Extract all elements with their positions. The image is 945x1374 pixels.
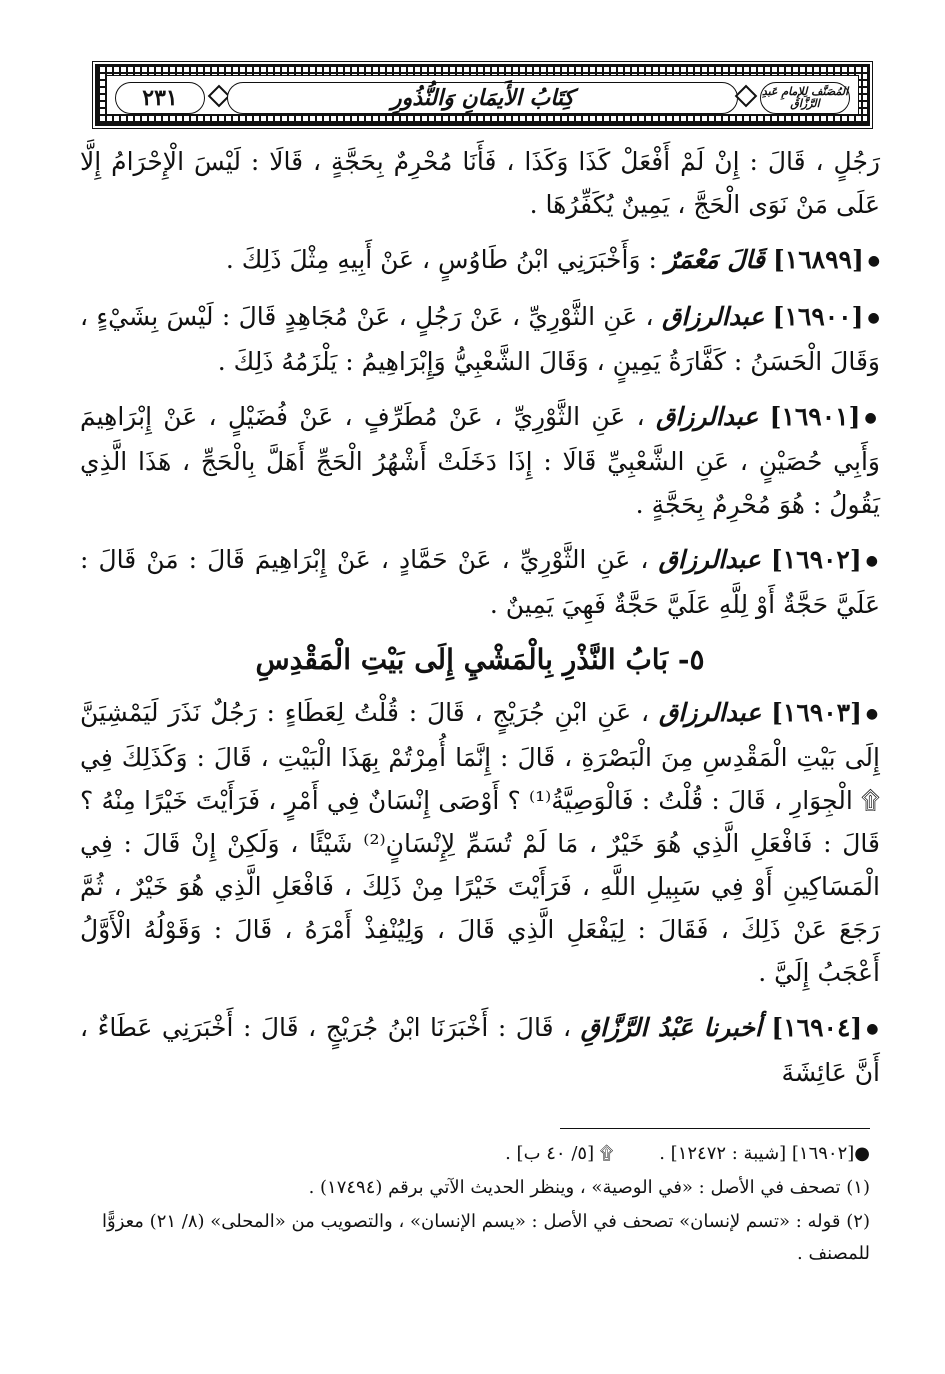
source-reference: ۩ [٥/ ٤٠ ب] . [505,1143,614,1164]
hadith-text: ، عَنِ ابْنِ جُرَيْجٍ ، قَالَ : قُلْتُ لِعَطَاءٍ : رَجُلٌ نَذَرَ لَيَمْشِيَنَّ إِلَى بَيْتِ الْمَقْدِسِ مِنَ الْبَصْرَةِ ، قَالَ : إِنَّمَا أُمِرْتُمْ بِهَذَا الْبَيْتِ ، قَالَ : وَكَذَلِكَ فِي ۩ الْجِوَارِ ، قَالَ : قُلْتُ : فَالْوَصِيَّةُ⁽¹⁾ ؟ أَوْصَى إِنْسَانٌ فِي أَمْرٍ ، فَرَأَيْتَ خَيْرًا مِنْهُ ؟ قَالَ : فَافْعَلِ الَّذِي هُوَ خَيْرٌ ، مَا لَمْ تُسَمِّ لِإِنْسَانٍ⁽²⁾ شَيْئًا ، وَلَكِنْ إِنْ قَالَ : فِي الْمَسَاكِينِ أَوْ فِي سَبِيلِ اللَّهِ ، فَرَأَيْتَ خَيْرًا مِنْ ذَلِكَ ، فَافْعَلِ الَّذِي هُوَ خَيْرٌ ، ثُمَّ رَجَعَ عَنْ ذَلِكَ ، فَقَالَ : لِيَفْعَلِ الَّذِي قَالَ ، وَلِيُنْفِذْ أَمْرَهُ ، قَالَ : وَقَوْلُهُ الْأَوَّلُ أَعْجَبُ إِلَيَّ . [80,698,880,987]
source-reference: ●[١٦٩٠٢] [شيبة : ١٢٤٧٢] . [659,1143,870,1164]
footnotes [95,1138,870,1272]
main-text [80,140,880,1106]
hadith-number: [١٦٩٠١] [769,402,861,431]
book-title: كِتَابُ الأَيمَانِ وَالنُّذُورِ [390,85,575,111]
footnote-separator [560,1128,870,1129]
hadith-16902 [80,538,880,626]
hadith-number: [١٦٨٩٩] [772,245,864,274]
bullet-icon: ● [867,253,880,269]
hadith-text: ، عَنِ الثَّوْرِيِّ ، عَنْ حَمَّادٍ ، عَنْ إِبْرَاهِيمَ قَالَ : مَنْ قَالَ : عَلَيَّ حَجَّةٌ أَوْ لِلَّهِ عَلَيَّ حَجَّةٌ فَهِيَ يَمِينٌ . [80,545,880,619]
footnote-2: (٢) قوله : «تسم لإنسان» تصحف في الأصل : «يسم الإنسان» ، والتصويب من «المحلى» (٨/ ٢١) معزوًّا للمصنف . [102,1211,870,1264]
hadith-text: ، عَنِ الثَّوْرِيِّ ، عَنْ رَجُلٍ ، عَنْ مُجَاهِدٍ قَالَ : لَيْسَ بِشَيْءٍ ، وَقَالَ الْحَسَنُ : كَفَّارَةُ يَمِينٍ ، وَقَالَ الشَّعْبِيُّ وَإِبْرَاهِيمُ : يَلْزَمُهُ ذَلِكَ . [80,302,880,376]
page-number-cartouche [115,82,205,114]
bullet-icon: ● [865,553,880,569]
continued-paragraph [80,140,880,226]
ornament-knot-icon [735,85,758,108]
bullet-icon: ● [864,410,880,426]
narrator: أخبرنا عَبْدُ الرَّزَّاقِ [580,1013,762,1042]
hadith-text: : وَأَخْبَرَنِي ابْنُ طَاوُسٍ ، عَنْ أَبِيهِ مِثْلَ ذَلِكَ . [225,245,657,274]
narrator: قَالَ مَعْمَرٌ [664,245,765,274]
narrator: عبدالرزاق [655,402,759,431]
paragraph-text: رَجُلٍ ، قَالَ : إِنْ لَمْ أَفْعَلْ كَذَا وَكَذَا ، فَأَنَا مُحْرِمٌ بِحَجَّةٍ ، قَالَا : لَيْسَ الْإِحْرَامُ إِلَّا عَلَى مَنْ نَوَى الْحَجَّ ، يَمِينٌ يُكَفِّرُهَا . [80,147,880,219]
hadith-number: [١٦٩٠٤] [771,1013,863,1042]
page-number: ٢٣١ [142,85,178,111]
bullet-icon: ● [867,310,881,326]
series-logo-cartouche [760,82,850,114]
series-logo: المُصَنَّف لِلإِمامِ عَبدِ الرَّزَّاق [761,85,849,110]
hadith-16899 [80,238,880,283]
narrator: عبدالرزاق [661,302,765,331]
footnote-1: (١) تصحف في الأصل : «في الوصية» ، وينظر الحديث الآتي برقم (١٧٤٩٤) . [308,1177,870,1198]
hadith-text: ، قَالَ : أَخْبَرَنَا ابْنُ جُرَيْجٍ ، قَالَ : أَخْبَرَنِي عَطَاءٌ ، أَنَّ عَائِشَةَ [80,1013,880,1087]
bullet-icon: ● [865,706,880,722]
narrator: عبدالرزاق [658,698,762,727]
bullet-icon: ● [866,1021,881,1037]
narrator: عبدالرزاق [658,545,761,574]
book-title-cartouche [227,82,738,114]
header-inner [106,75,859,115]
hadith-16904 [80,1006,880,1094]
page-header-frame [95,64,870,126]
hadith-16900 [80,295,880,383]
chapter-heading: ٥- بَابُ النَّذْرِ بِالْمَشْيِ إِلَى بَيْتِ الْمَقْدِسِ [255,643,705,676]
hadith-number: [١٦٩٠٠] [772,302,864,331]
source-references [95,1138,870,1170]
hadith-text: ، عَنِ الثَّوْرِيِّ ، عَنْ مُطَرِّفٍ ، عَنْ فُضَيْلٍ ، عَنْ إِبْرَاهِيمَ وَأَبِي حُصَيْنٍ ، عَنِ الشَّعْبِيِّ قَالَا : إِذَا دَخَلَتْ أَشْهُرُ الْحَجِّ أَهَلَّ بِالْحَجِّ ، هَذَا الَّذِي يَقُولُ : هُوَ مُحْرِمٌ بِحَجَّةٍ . [80,402,880,519]
hadith-16903 [80,691,880,994]
hadith-number: [١٦٩٠٣] [771,698,862,727]
hadith-16901 [80,395,880,526]
hadith-number: [١٦٩٠٢] [770,545,862,574]
